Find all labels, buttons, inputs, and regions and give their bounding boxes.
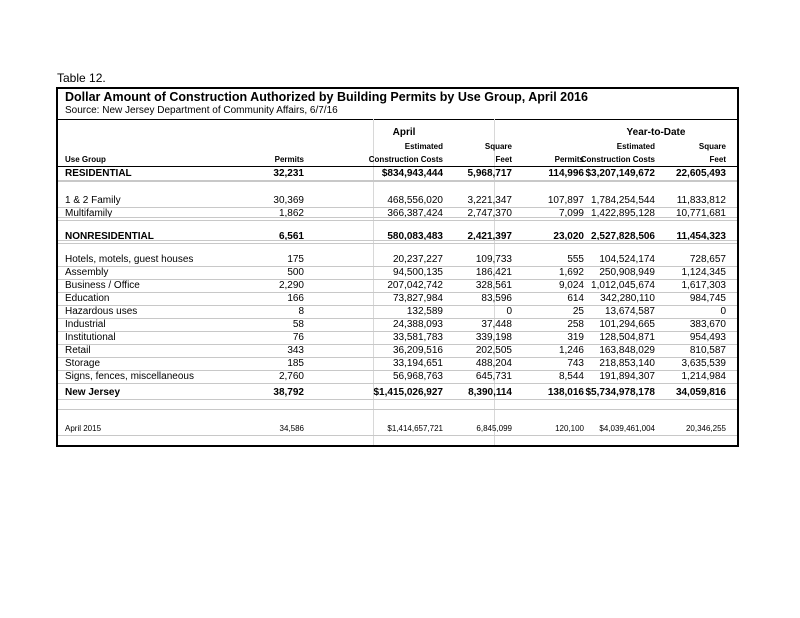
cell-cost: 207,042,742: [387, 280, 443, 291]
cell-sqft: 2,747,370: [467, 208, 512, 219]
cell-ytd-permits: 1,246: [558, 345, 584, 356]
cell-ytd-cost: 1,012,045,674: [591, 280, 655, 291]
cell-ytd-permits: 7,099: [558, 208, 584, 219]
cell-cost: 580,083,483: [387, 231, 443, 242]
row-divider: [58, 435, 737, 436]
cell-sqft: 3,221,347: [467, 195, 512, 206]
cell-ytd-permits: 614: [567, 293, 584, 304]
cell-ytd-cost: 101,294,665: [599, 319, 655, 330]
cell-ytd-sqft: 728,657: [689, 254, 726, 265]
row-label: Assembly: [65, 267, 109, 278]
row-label: Business / Office: [65, 280, 140, 291]
cell-permits: 2,760: [278, 371, 304, 382]
row-label: Multifamily: [65, 208, 113, 219]
cell-ytd-sqft: 383,670: [689, 319, 726, 330]
cell-sqft: 339,198: [475, 332, 512, 343]
cell-permits: 343: [287, 345, 304, 356]
cell-ytd-permits: 114,996: [548, 168, 584, 179]
cell-permits: 175: [287, 254, 304, 265]
cell-cost: $1,415,026,927: [373, 387, 443, 398]
cell-ytd-permits: 107,897: [547, 195, 584, 206]
cell-ytd-cost: 163,848,029: [599, 345, 655, 356]
header-ytd-permits: Permits: [554, 155, 584, 164]
row-label: April 2015: [65, 424, 102, 433]
row-label: 1 & 2 Family: [65, 195, 121, 206]
cell-permits: 58: [292, 319, 304, 330]
header-ytd-construction-costs: Construction Costs: [580, 155, 655, 164]
cell-ytd-cost: 13,674,587: [604, 306, 655, 317]
cell-ytd-cost: 342,280,110: [600, 293, 655, 304]
table-source: Source: New Jersey Department of Community Affairs, 6/7/16: [65, 105, 338, 116]
cell-ytd-cost: 250,908,949: [599, 267, 655, 278]
header-permits: Permits: [274, 155, 304, 164]
header-construction-costs: Construction Costs: [368, 155, 443, 164]
header-use-group: Use Group: [65, 155, 106, 164]
row-divider: [58, 243, 737, 244]
table-title: Dollar Amount of Construction Authorized by Building Permits by Use Group, April 2016: [65, 90, 588, 104]
cell-ytd-sqft: 3,635,539: [681, 358, 726, 369]
cell-cost: 33,194,651: [392, 358, 443, 369]
row-label: Institutional: [65, 332, 116, 343]
cell-ytd-sqft: 0: [720, 306, 726, 317]
cell-cost: 132,589: [406, 306, 443, 317]
cell-ytd-sqft: 954,493: [689, 332, 726, 343]
cell-sqft: 6,845,099: [476, 424, 512, 433]
row-divider: [58, 409, 737, 410]
cell-sqft: 8,390,114: [468, 387, 512, 398]
cell-ytd-permits: 1,692: [558, 267, 584, 278]
header-divider: [58, 166, 737, 167]
cell-sqft: 37,448: [481, 319, 512, 330]
cell-ytd-cost: $4,039,461,004: [599, 424, 655, 433]
cell-ytd-sqft: 1,617,303: [681, 280, 726, 291]
row-divider: [58, 181, 737, 182]
cell-sqft: 2,421,397: [467, 231, 512, 242]
cell-permits: 6,561: [278, 231, 304, 242]
cell-cost: 366,387,424: [387, 208, 443, 219]
header-feet: Feet: [495, 155, 512, 164]
cell-sqft: 645,731: [475, 371, 512, 382]
cell-ytd-permits: 23,020: [553, 231, 584, 242]
cell-permits: 2,290: [278, 280, 304, 291]
row-label: NONRESIDENTIAL: [65, 231, 154, 242]
cell-permits: 500: [287, 267, 304, 278]
cell-ytd-permits: 9,024: [558, 280, 584, 291]
group-header-ytd: Year-to-Date: [626, 127, 686, 138]
header-square: Square: [484, 142, 512, 151]
cell-ytd-permits: 555: [567, 254, 584, 265]
cell-ytd-cost: 1,784,254,544: [591, 195, 655, 206]
row-divider: [58, 217, 737, 218]
row-label: Signs, fences, miscellaneous: [65, 371, 194, 382]
group-header-april: April: [392, 127, 416, 138]
row-label: Retail: [65, 345, 91, 356]
cell-permits: 32,231: [273, 168, 304, 179]
header-ytd-estimated: Estimated: [616, 142, 655, 151]
cell-ytd-permits: 319: [567, 332, 584, 343]
cell-sqft: 5,968,717: [467, 168, 512, 179]
cell-ytd-cost: 218,853,140: [599, 358, 655, 369]
cell-cost: 73,827,984: [392, 293, 443, 304]
cell-cost: 20,237,227: [392, 254, 443, 265]
cell-permits: 185: [287, 358, 304, 369]
cell-ytd-cost: 128,504,871: [599, 332, 655, 343]
cell-ytd-sqft: 11,833,812: [676, 195, 726, 206]
cell-ytd-permits: 138,016: [547, 387, 584, 398]
cell-ytd-cost: 191,894,307: [599, 371, 655, 382]
cell-permits: 34,586: [279, 424, 304, 433]
cell-cost: 24,388,093: [392, 319, 443, 330]
cell-cost: $1,414,657,721: [387, 424, 443, 433]
row-divider: [58, 399, 737, 400]
cell-sqft: 202,505: [475, 345, 512, 356]
cell-ytd-sqft: 34,059,816: [675, 387, 726, 398]
row-label: Hotels, motels, guest houses: [65, 254, 194, 265]
cell-ytd-cost: $5,734,978,178: [585, 387, 655, 398]
cell-ytd-cost: 104,524,174: [599, 254, 655, 265]
row-label: Industrial: [65, 319, 106, 330]
cell-ytd-permits: 258: [567, 319, 584, 330]
cell-cost: $834,943,444: [381, 168, 443, 179]
row-label: RESIDENTIAL: [65, 168, 132, 179]
cell-cost: 56,968,763: [392, 371, 443, 382]
row-divider: [58, 383, 737, 384]
cell-ytd-permits: 743: [567, 358, 584, 369]
header-estimated: Estimated: [404, 142, 443, 151]
cell-sqft: 488,204: [475, 358, 512, 369]
cell-sqft: 109,733: [475, 254, 512, 265]
cell-ytd-permits: 25: [572, 306, 584, 317]
cell-ytd-cost: $3,207,149,672: [585, 168, 655, 179]
cell-permits: 38,792: [273, 387, 304, 398]
cell-ytd-sqft: 984,745: [689, 293, 726, 304]
cell-ytd-sqft: 1,214,984: [681, 371, 726, 382]
header-ytd-square: Square: [698, 142, 726, 151]
row-label: Hazardous uses: [65, 306, 138, 317]
cell-cost: 36,209,516: [392, 345, 443, 356]
cell-cost: 33,581,783: [392, 332, 443, 343]
cell-cost: 94,500,135: [392, 267, 443, 278]
cell-sqft: 0: [506, 306, 512, 317]
cell-permits: 76: [292, 332, 304, 343]
cell-permits: 8: [298, 306, 304, 317]
cell-ytd-permits: 8,544: [558, 371, 584, 382]
cell-permits: 1,862: [278, 208, 304, 219]
cell-ytd-sqft: 11,454,323: [676, 231, 726, 242]
cell-ytd-sqft: 1,124,345: [681, 267, 726, 278]
cell-ytd-sqft: 10,771,681: [675, 208, 726, 219]
table-number: Table 12.: [57, 71, 106, 85]
cell-permits: 30,369: [273, 195, 304, 206]
row-label: New Jersey: [65, 387, 121, 398]
cell-sqft: 83,596: [481, 293, 512, 304]
cell-sqft: 186,421: [475, 267, 512, 278]
cell-ytd-sqft: 20,346,255: [685, 424, 726, 433]
row-divider: [58, 240, 737, 241]
data-table: [56, 87, 739, 447]
header-ytd-feet: Feet: [709, 155, 726, 164]
row-label: Storage: [65, 358, 101, 369]
row-divider: [58, 220, 737, 221]
title-block: [58, 89, 737, 120]
cell-sqft: 328,561: [475, 280, 512, 291]
cell-ytd-cost: 2,527,828,506: [591, 231, 655, 242]
row-label: Education: [65, 293, 110, 304]
cell-cost: 468,556,020: [387, 195, 443, 206]
cell-ytd-sqft: 22,605,493: [675, 168, 726, 179]
cell-ytd-cost: 1,422,895,128: [591, 208, 655, 219]
cell-ytd-permits: 120,100: [555, 424, 584, 433]
cell-permits: 166: [287, 293, 304, 304]
cell-ytd-sqft: 810,587: [689, 345, 726, 356]
